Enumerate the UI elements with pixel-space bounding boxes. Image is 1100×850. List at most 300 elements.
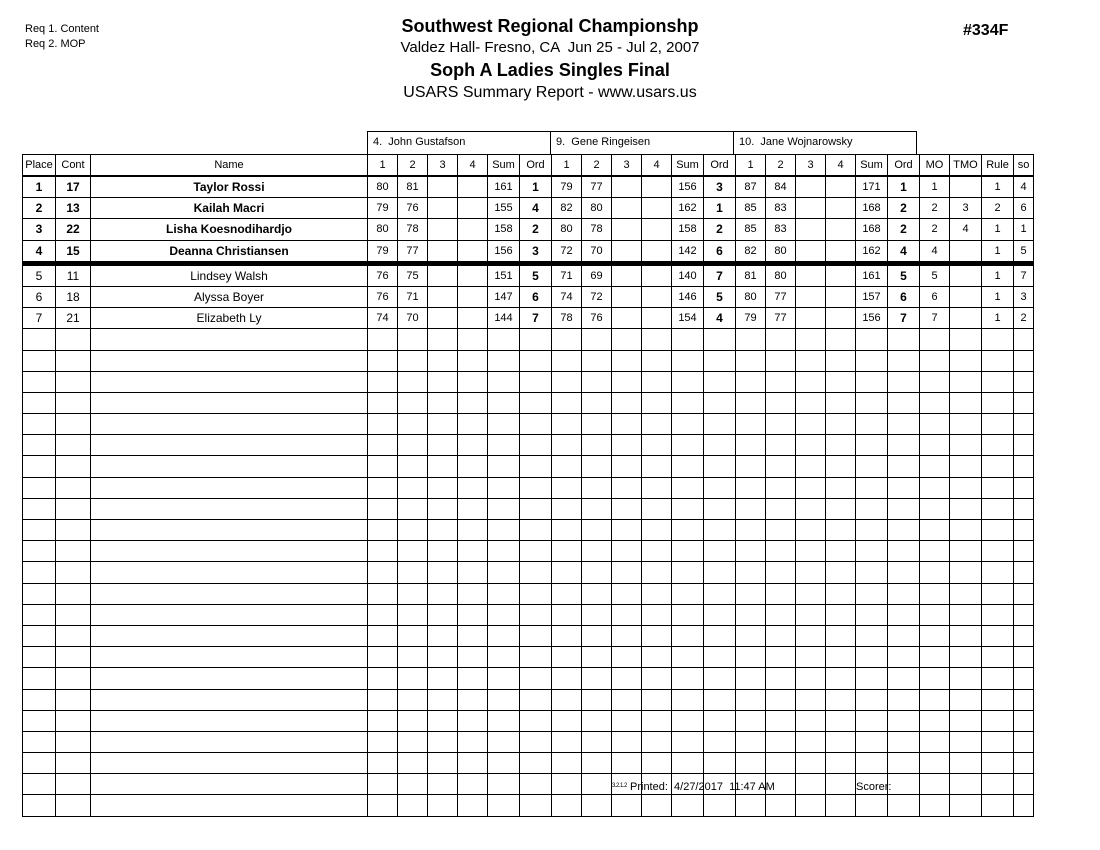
rule-cell xyxy=(982,350,1014,371)
judge2-ord-cell xyxy=(704,710,736,731)
name-cell xyxy=(91,625,368,646)
judge3-1-header: 1 xyxy=(736,155,766,177)
so-cell xyxy=(1014,583,1034,604)
judge1-cell xyxy=(428,647,458,668)
results-table-wrap xyxy=(22,131,1034,817)
cont-cell xyxy=(56,689,91,710)
cont-cell: 17 xyxy=(56,176,91,198)
judge1-cell xyxy=(488,435,520,456)
judge2-cell xyxy=(642,604,672,625)
judge3-cell xyxy=(826,456,856,477)
rule-cell xyxy=(982,647,1014,668)
judge3-cell xyxy=(856,477,888,498)
name-cell xyxy=(91,477,368,498)
judge3-score2-cell: 77 xyxy=(766,308,796,329)
judge3-ord-cell xyxy=(888,647,920,668)
judge1-cell xyxy=(428,668,458,689)
judge2-cell xyxy=(582,477,612,498)
so-cell xyxy=(1014,477,1034,498)
judge1-cell xyxy=(488,562,520,583)
judge2-ord-cell xyxy=(704,414,736,435)
so-cell xyxy=(1014,435,1034,456)
so-cell: 1 xyxy=(1014,219,1034,240)
place-cell xyxy=(23,625,56,646)
judge2-cell xyxy=(582,456,612,477)
judge2-cell xyxy=(612,477,642,498)
judge2-cell xyxy=(552,647,582,668)
championship-title: Southwest Regional Championshp xyxy=(401,16,699,36)
so-cell: 7 xyxy=(1014,263,1034,286)
judge2-ord-cell: 5 xyxy=(704,286,736,307)
cont-cell xyxy=(56,371,91,392)
judge2-ord-cell xyxy=(704,350,736,371)
judge2-cell xyxy=(612,647,642,668)
judge2-cell xyxy=(552,689,582,710)
judge1-cell xyxy=(428,562,458,583)
judge1-cell xyxy=(428,371,458,392)
name-cell xyxy=(91,520,368,541)
scorer-label: Scorer: xyxy=(856,781,892,793)
cont-cell xyxy=(56,604,91,625)
judge3-cell xyxy=(826,604,856,625)
judge1-cell xyxy=(398,477,428,498)
judge2-2-header: 2 xyxy=(582,155,612,177)
judge1-cell xyxy=(368,541,398,562)
judge1-ord-cell xyxy=(520,583,552,604)
judge1-cell xyxy=(458,477,488,498)
judge3-ord-cell xyxy=(888,668,920,689)
judge2-3-header: 3 xyxy=(612,155,642,177)
mo-cell: 4 xyxy=(920,240,950,263)
judge2-ord-cell: 2 xyxy=(704,219,736,240)
so-cell xyxy=(1014,456,1034,477)
place-cell xyxy=(23,668,56,689)
judge3-cell xyxy=(796,689,826,710)
judge3-cell xyxy=(856,668,888,689)
judge2-cell xyxy=(582,520,612,541)
judge1-score3-cell xyxy=(428,176,458,198)
judge1-cell xyxy=(488,477,520,498)
judge2-score3-cell xyxy=(612,176,642,198)
place-cell: 6 xyxy=(23,286,56,307)
judge2-score4-cell xyxy=(642,263,672,286)
so-cell: 6 xyxy=(1014,198,1034,219)
rule-cell xyxy=(982,731,1014,752)
judge1-score1-cell: 79 xyxy=(368,240,398,263)
tmo-cell xyxy=(950,583,982,604)
rule-cell: 1 xyxy=(982,263,1014,286)
results-table xyxy=(22,154,1034,817)
judge2-ord-cell xyxy=(704,689,736,710)
empty-row xyxy=(23,520,1034,541)
judge3-ord-header: Ord xyxy=(888,155,920,177)
judge3-cell xyxy=(796,477,826,498)
judge2-ord-cell: 4 xyxy=(704,308,736,329)
judge1-score2-cell: 75 xyxy=(398,263,428,286)
judge2-cell xyxy=(552,498,582,519)
judge1-cell xyxy=(398,753,428,774)
place-cell xyxy=(23,753,56,774)
judge1-cell xyxy=(428,520,458,541)
so-header: so xyxy=(1014,155,1034,177)
judge1-ord-cell: 5 xyxy=(520,263,552,286)
name-cell xyxy=(91,668,368,689)
judge3-ord-cell: 5 xyxy=(888,263,920,286)
judge3-cell xyxy=(736,329,766,350)
judge3-cell xyxy=(856,392,888,413)
judge2-cell xyxy=(612,541,642,562)
judge3-score3-cell xyxy=(796,219,826,240)
rule-cell xyxy=(982,498,1014,519)
judge3-cell xyxy=(796,710,826,731)
judge2-cell xyxy=(612,520,642,541)
tmo-cell xyxy=(950,263,982,286)
name-header: Name xyxy=(91,155,368,177)
name-cell: Lindsey Walsh xyxy=(91,263,368,286)
judge3-cell xyxy=(826,647,856,668)
mo-cell xyxy=(920,604,950,625)
cont-cell xyxy=(56,710,91,731)
judge2-sum-header: Sum xyxy=(672,155,704,177)
judge2-cell xyxy=(582,435,612,456)
judge3-cell xyxy=(856,710,888,731)
rule-cell xyxy=(982,668,1014,689)
judge2-cell xyxy=(612,329,642,350)
judge3-ord-cell xyxy=(888,329,920,350)
judge2-cell xyxy=(672,435,704,456)
judge3-2-header: 2 xyxy=(766,155,796,177)
judge1-cell xyxy=(488,371,520,392)
judge3-ord-cell xyxy=(888,625,920,646)
so-cell xyxy=(1014,647,1034,668)
judge1-cell xyxy=(368,583,398,604)
name-cell xyxy=(91,541,368,562)
judge2-cell xyxy=(582,731,612,752)
judge3-ord-cell xyxy=(888,498,920,519)
judge2-score4-cell xyxy=(642,308,672,329)
judge3-score1-cell: 85 xyxy=(736,219,766,240)
judge2-cell xyxy=(642,710,672,731)
cont-cell: 18 xyxy=(56,286,91,307)
judge3-cell xyxy=(736,562,766,583)
rule-cell: 1 xyxy=(982,176,1014,198)
judge1-ord-cell xyxy=(520,392,552,413)
empty-row xyxy=(23,414,1034,435)
judge2-cell xyxy=(582,710,612,731)
judge1-cell xyxy=(398,329,428,350)
judge2-cell xyxy=(672,541,704,562)
judge3-cell xyxy=(856,689,888,710)
rule-cell xyxy=(982,625,1014,646)
venue-date-line: Valdez Hall- Fresno, CA Jun 25 - Jul 2, 2007 xyxy=(400,39,700,56)
judge1-ord-cell xyxy=(520,731,552,752)
judge1-score1-cell: 76 xyxy=(368,286,398,307)
judge3-score4-cell xyxy=(826,198,856,219)
judge1-cell xyxy=(458,647,488,668)
judge3-cell xyxy=(766,329,796,350)
judge1-sum-header: Sum xyxy=(488,155,520,177)
mo-cell xyxy=(920,371,950,392)
judge3-cell xyxy=(826,583,856,604)
judge2-score1-cell: 78 xyxy=(552,308,582,329)
place-cell xyxy=(23,477,56,498)
judge3-cell xyxy=(736,668,766,689)
judge3-cell xyxy=(766,583,796,604)
judge2-score3-cell xyxy=(612,286,642,307)
place-header: Place xyxy=(23,155,56,177)
tmo-cell: 4 xyxy=(950,219,982,240)
judge1-cell xyxy=(368,329,398,350)
judge1-score3-cell xyxy=(428,286,458,307)
so-cell: 3 xyxy=(1014,286,1034,307)
place-cell: 4 xyxy=(23,240,56,263)
judge3-ord-cell xyxy=(888,392,920,413)
judge3-cell xyxy=(856,647,888,668)
mo-cell xyxy=(920,668,950,689)
judge1-ord-cell xyxy=(520,414,552,435)
judge3-score4-cell xyxy=(826,308,856,329)
cont-cell xyxy=(56,435,91,456)
judge3-cell xyxy=(796,350,826,371)
judge1-cell xyxy=(458,520,488,541)
judge3-cell xyxy=(796,392,826,413)
place-cell xyxy=(23,498,56,519)
judge1-ord-cell: 3 xyxy=(520,240,552,263)
judge1-ord-cell xyxy=(520,435,552,456)
judge3-cell xyxy=(856,562,888,583)
judge2-cell xyxy=(612,456,642,477)
judge1-cell xyxy=(488,753,520,774)
judge3-score2-cell: 80 xyxy=(766,263,796,286)
judge2-cell xyxy=(672,329,704,350)
judge3-cell xyxy=(826,668,856,689)
judge1-cell xyxy=(398,583,428,604)
judge2-cell xyxy=(672,731,704,752)
judge2-cell xyxy=(552,604,582,625)
judge1-cell xyxy=(488,541,520,562)
so-cell xyxy=(1014,625,1034,646)
judge2-cell xyxy=(642,668,672,689)
judge3-sum-cell: 156 xyxy=(856,308,888,329)
judge1-cell xyxy=(458,731,488,752)
empty-row xyxy=(23,456,1034,477)
judge3-cell xyxy=(766,520,796,541)
so-cell xyxy=(1014,668,1034,689)
tmo-cell xyxy=(950,710,982,731)
judge1-cell xyxy=(398,392,428,413)
rule-header: Rule xyxy=(982,155,1014,177)
judge3-cell xyxy=(826,329,856,350)
judge3-cell xyxy=(736,456,766,477)
rule-cell xyxy=(982,477,1014,498)
judge3-cell xyxy=(766,753,796,774)
so-cell xyxy=(1014,392,1034,413)
tmo-cell xyxy=(950,668,982,689)
judge1-score2-cell: 77 xyxy=(398,240,428,263)
judge1-cell xyxy=(398,371,428,392)
judge3-score3-cell xyxy=(796,263,826,286)
judge1-cell xyxy=(428,689,458,710)
tmo-cell xyxy=(950,562,982,583)
judge1-cell xyxy=(398,625,428,646)
judge1-sum-cell: 147 xyxy=(488,286,520,307)
tmo-cell xyxy=(950,731,982,752)
judge3-cell xyxy=(766,731,796,752)
tmo-cell xyxy=(950,647,982,668)
mo-cell xyxy=(920,477,950,498)
judge2-score2-cell: 72 xyxy=(582,286,612,307)
judge2-cell xyxy=(612,350,642,371)
place-cell xyxy=(23,583,56,604)
cont-cell xyxy=(56,392,91,413)
judge2-ord-cell xyxy=(704,371,736,392)
judge2-score1-cell: 80 xyxy=(552,219,582,240)
mo-cell xyxy=(920,329,950,350)
judge1-score3-cell xyxy=(428,219,458,240)
so-cell xyxy=(1014,541,1034,562)
name-cell xyxy=(91,604,368,625)
cont-cell xyxy=(56,668,91,689)
judge2-cell xyxy=(642,689,672,710)
mo-cell xyxy=(920,392,950,413)
judge1-score4-cell xyxy=(458,308,488,329)
judge2-cell xyxy=(582,583,612,604)
tmo-cell xyxy=(950,286,982,307)
judge1-cell xyxy=(428,541,458,562)
judge3-ord-cell xyxy=(888,520,920,541)
judge1-cell xyxy=(488,498,520,519)
name-cell xyxy=(91,371,368,392)
empty-row xyxy=(23,350,1034,371)
judge3-3-header: 3 xyxy=(796,155,826,177)
place-cell xyxy=(23,371,56,392)
judge2-cell xyxy=(612,583,642,604)
judge2-cell xyxy=(612,710,642,731)
judge1-cell xyxy=(488,414,520,435)
judge3-score2-cell: 80 xyxy=(766,240,796,263)
judge3-cell xyxy=(736,520,766,541)
judge1-sum-cell: 156 xyxy=(488,240,520,263)
so-cell: 4 xyxy=(1014,176,1034,198)
judge1-cell xyxy=(398,350,428,371)
judge1-ord-cell xyxy=(520,604,552,625)
judge2-cell xyxy=(612,604,642,625)
place-cell: 5 xyxy=(23,263,56,286)
cont-cell xyxy=(56,731,91,752)
judge1-1-header: 1 xyxy=(368,155,398,177)
tmo-cell xyxy=(950,308,982,329)
report-name: USARS Summary Report - www.usars.us xyxy=(403,84,697,101)
judge2-ord-cell: 1 xyxy=(704,198,736,219)
judge3-cell xyxy=(796,371,826,392)
judge1-ord-cell xyxy=(520,753,552,774)
judge2-cell xyxy=(642,414,672,435)
place-cell xyxy=(23,456,56,477)
rule-cell xyxy=(982,371,1014,392)
judge2-cell xyxy=(552,456,582,477)
judge3-score1-cell: 81 xyxy=(736,263,766,286)
judge1-cell xyxy=(488,392,520,413)
judge2-ord-cell xyxy=(704,647,736,668)
empty-row xyxy=(23,710,1034,731)
judge1-score4-cell xyxy=(458,176,488,198)
empty-row xyxy=(23,392,1034,413)
judge2-ord-cell xyxy=(704,668,736,689)
judge3-cell xyxy=(796,753,826,774)
judge3-ord-cell xyxy=(888,371,920,392)
judge2-score4-cell xyxy=(642,219,672,240)
judge1-sum-cell: 158 xyxy=(488,219,520,240)
judge1-score3-cell xyxy=(428,308,458,329)
judge1-cell xyxy=(458,668,488,689)
place-cell xyxy=(23,647,56,668)
judge2-cell xyxy=(672,710,704,731)
cont-cell xyxy=(56,498,91,519)
rule-cell: 1 xyxy=(982,219,1014,240)
tmo-cell xyxy=(950,176,982,198)
judge3-cell xyxy=(796,668,826,689)
judge1-sum-cell: 151 xyxy=(488,263,520,286)
judge1-score2-cell: 78 xyxy=(398,219,428,240)
judge2-cell xyxy=(672,350,704,371)
judge1-cell xyxy=(368,520,398,541)
judge1-score4-cell xyxy=(458,286,488,307)
name-cell xyxy=(91,562,368,583)
judge3-score3-cell xyxy=(796,308,826,329)
judge3-cell xyxy=(826,731,856,752)
judge2-ord-cell xyxy=(704,753,736,774)
judge1-3-header: 3 xyxy=(428,155,458,177)
mo-cell xyxy=(920,710,950,731)
judge1-score1-cell: 76 xyxy=(368,263,398,286)
result-row-4 xyxy=(23,240,1034,263)
judge3-cell xyxy=(766,414,796,435)
judge3-cell xyxy=(826,541,856,562)
judge1-cell xyxy=(488,583,520,604)
judge3-score3-cell xyxy=(796,240,826,263)
judge1-cell xyxy=(368,710,398,731)
judge1-cell xyxy=(428,583,458,604)
judge2-ord-cell: 7 xyxy=(704,263,736,286)
rule-cell xyxy=(982,392,1014,413)
so-cell: 5 xyxy=(1014,240,1034,263)
judge1-cell xyxy=(368,647,398,668)
judge2-score4-cell xyxy=(642,198,672,219)
judge1-ord-cell xyxy=(520,350,552,371)
rule-cell: 2 xyxy=(982,198,1014,219)
result-row-2 xyxy=(23,198,1034,219)
empty-row xyxy=(23,625,1034,646)
judge3-cell xyxy=(856,583,888,604)
mo-cell: 2 xyxy=(920,198,950,219)
judge3-cell xyxy=(766,456,796,477)
judge2-score2-cell: 69 xyxy=(582,263,612,286)
mo-cell: 6 xyxy=(920,286,950,307)
judge3-cell xyxy=(766,647,796,668)
judge1-ord-cell: 6 xyxy=(520,286,552,307)
name-cell xyxy=(91,414,368,435)
judge3-cell xyxy=(826,753,856,774)
place-cell xyxy=(23,604,56,625)
judge1-cell xyxy=(398,435,428,456)
judge1-score3-cell xyxy=(428,240,458,263)
judge3-ord-cell: 4 xyxy=(888,240,920,263)
judge2-cell xyxy=(612,668,642,689)
judge1-cell xyxy=(428,498,458,519)
judge1-cell xyxy=(398,456,428,477)
judge3-sum-header: Sum xyxy=(856,155,888,177)
judge2-cell xyxy=(552,562,582,583)
